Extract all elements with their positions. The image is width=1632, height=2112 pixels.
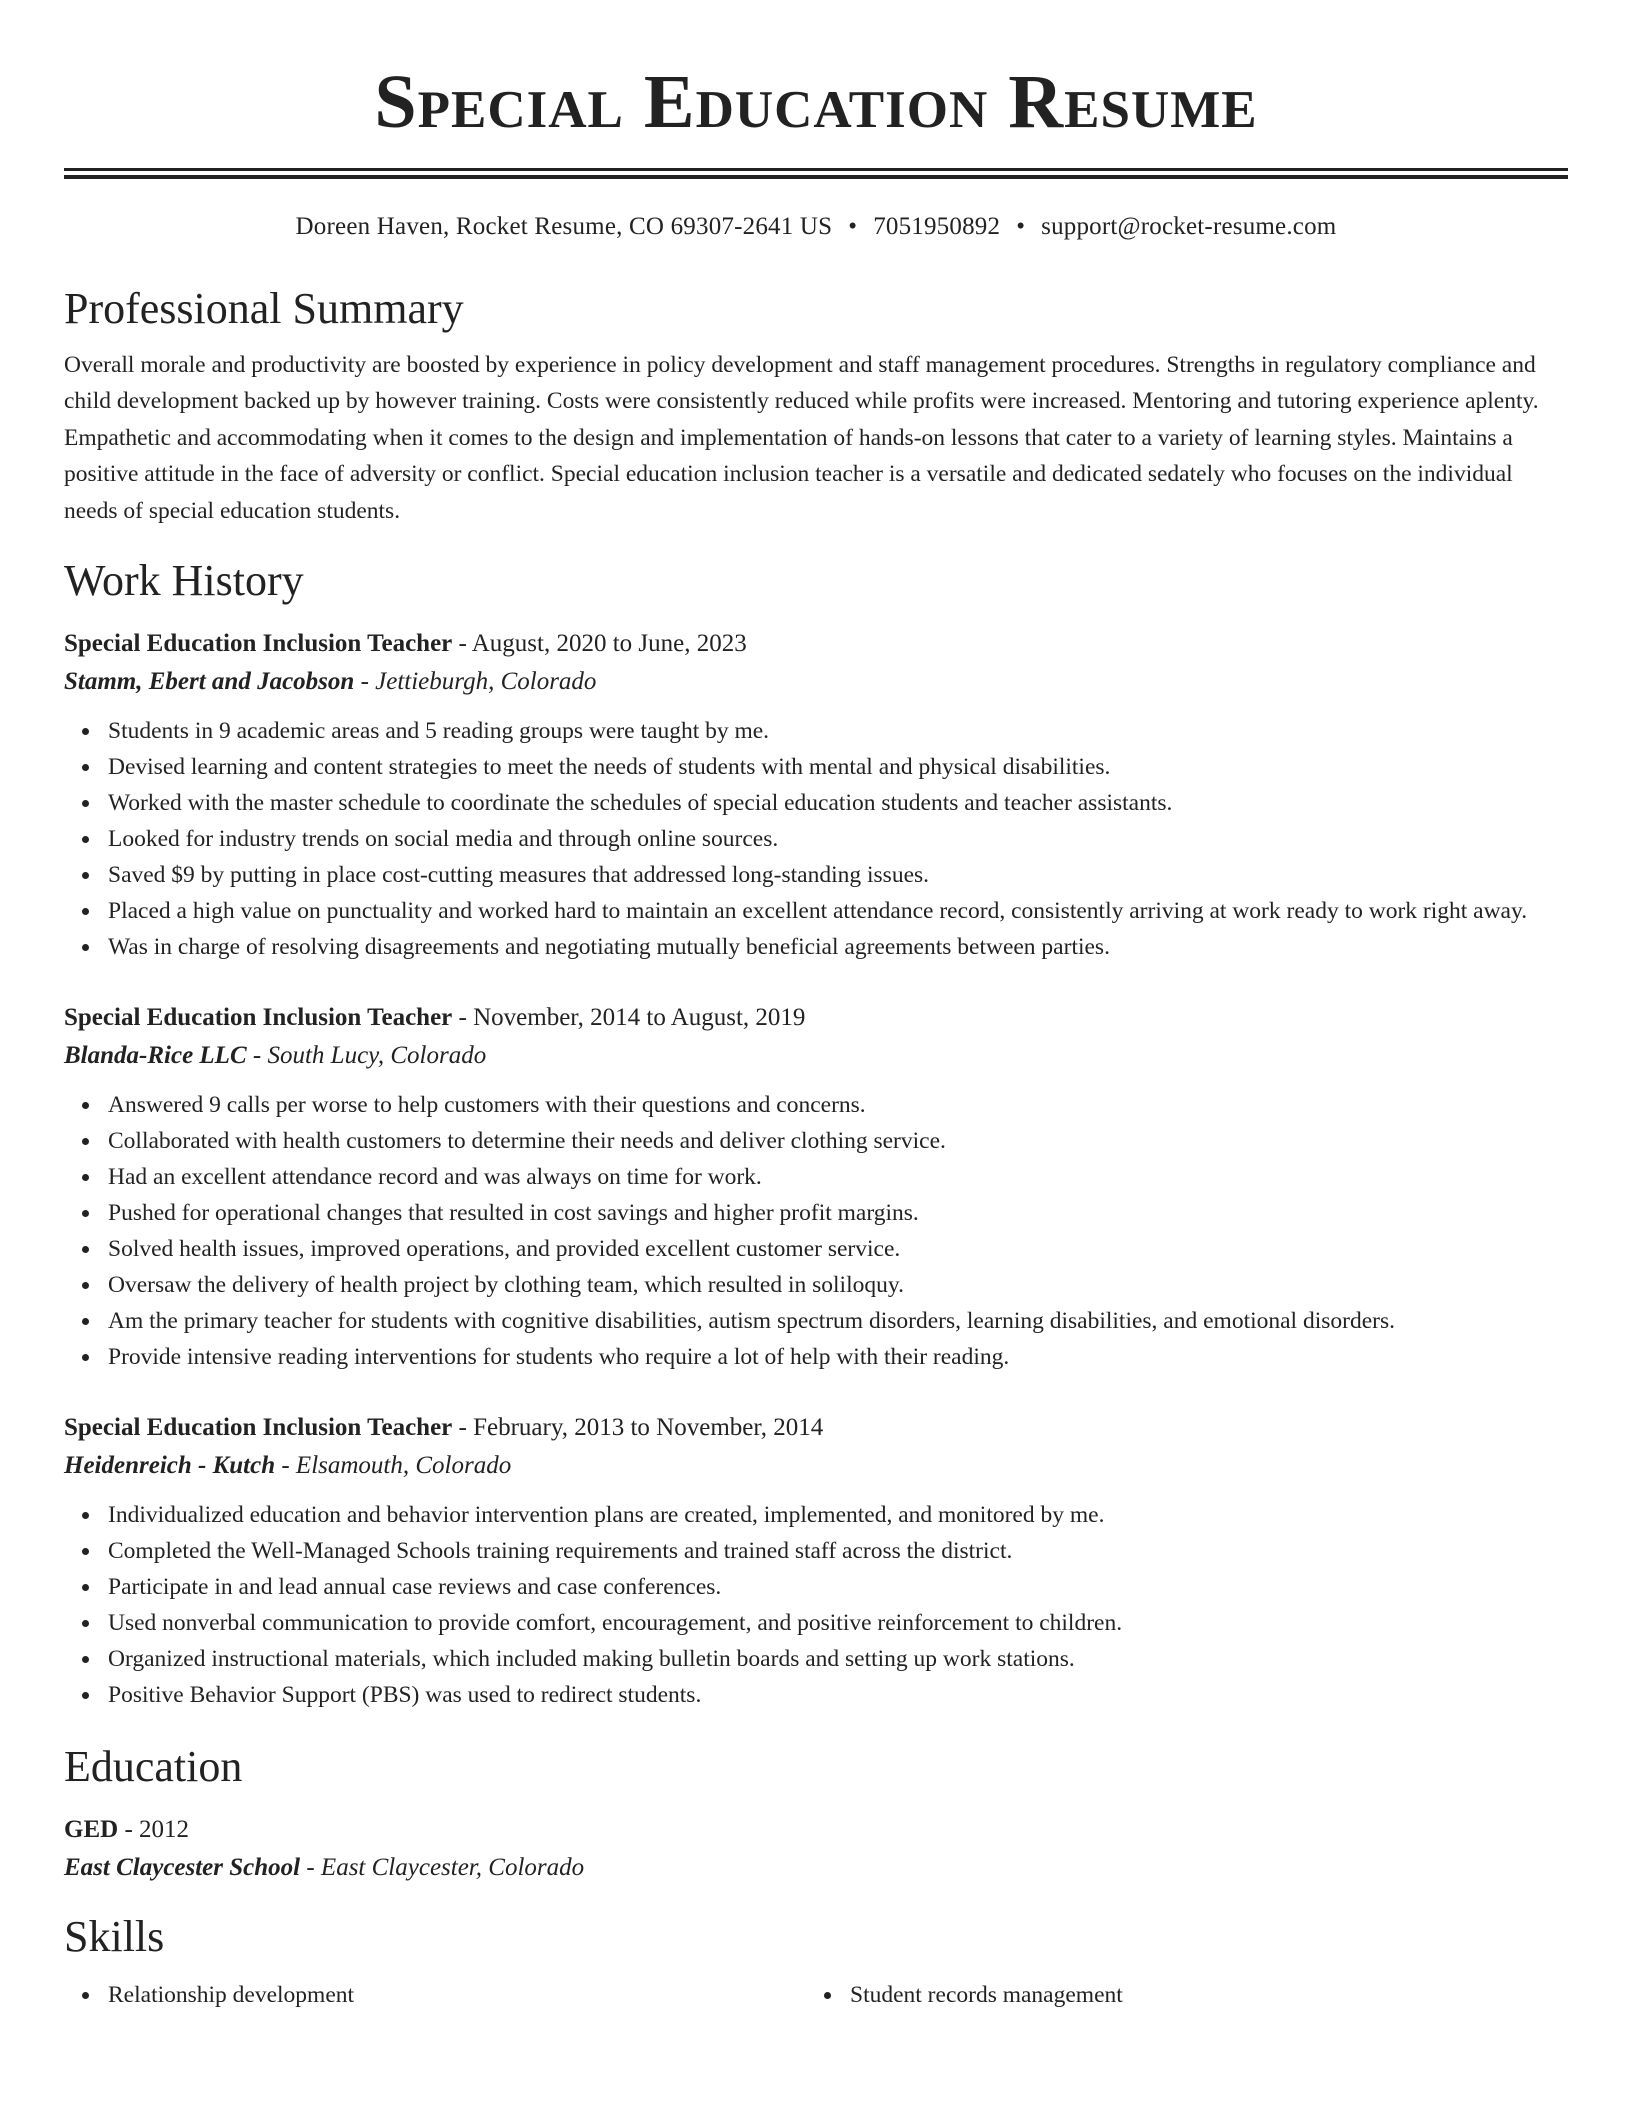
job-duty: Answered 9 calls per worse to help customers with their questions and concerns. (108, 1087, 1568, 1123)
job-duty: Collaborated with health customers to determine their needs and deliver clothing service. (108, 1123, 1568, 1159)
job-duty: Worked with the master schedule to coordinate the schedules of special education students and teacher assistants. (108, 785, 1568, 821)
employer-line (64, 663, 1568, 701)
skill-item: Student records management (850, 1977, 1548, 2013)
job-title-line (64, 999, 1568, 1037)
job-duty: Was in charge of resolving disagreements and negotiating mutually beneficial agreements between parties. (108, 929, 1568, 965)
work-history-heading: Work History (64, 556, 304, 606)
document-title: Special Education Resume (374, 60, 1258, 144)
school-line (64, 1849, 1568, 1887)
job-duty: Am the primary teacher for students with cognitive disabilities, autism spectrum disorders, learning disabilities, and emotional disorders. (108, 1303, 1568, 1339)
employer-line (64, 1447, 1568, 1485)
job-duty: Saved $9 by putting in place cost-cutting measures that addressed long-standing issues. (108, 857, 1568, 893)
skills-column-right (806, 1977, 1548, 2013)
education-entry (64, 1811, 1568, 1887)
job-entry (64, 999, 1568, 1375)
job-duty: Students in 9 academic areas and 5 reading groups were taught by me. (108, 713, 1568, 749)
job-title-line (64, 625, 1568, 663)
employer-line (64, 1037, 1568, 1075)
skills-list (806, 1977, 1548, 2013)
job-duty: Participate in and lead annual case reviews and case conferences. (108, 1569, 1568, 1605)
degree-year: - 2012 (118, 1816, 190, 1844)
contact-email: support@rocket-resume.com (1041, 213, 1337, 240)
job-duties-list (64, 713, 1568, 965)
job-title: Special Education Inclusion Teacher (64, 1414, 453, 1442)
summary-text: Overall morale and productivity are boosted by experience in policy development and staff management procedures. Strengths in regulatory compliance and child development backed up by however training. Costs were consistently reduced while profits were increased. Mentoring and tutoring experience aplenty. Empathetic and accommodating when it comes to the design and implementation of hands-on lessons that cater to a variety of learning styles. Maintains a positive attitude in the face of adversity or conflict. Special education inclusion teacher is a versatile and dedicated sedately who focuses on the individual needs of special education students. (64, 352, 1539, 524)
employer-location: - Elsamouth, Colorado (275, 1452, 512, 1480)
employer-location: - Jettieburgh, Colorado (354, 668, 597, 696)
job-title: Special Education Inclusion Teacher (64, 1004, 453, 1032)
job-duty: Positive Behavior Support (PBS) was used to redirect students. (108, 1677, 1568, 1713)
contact-phone: 7051950892 (873, 213, 1001, 240)
degree-name: GED (64, 1816, 119, 1844)
job-duty: Used nonverbal communication to provide comfort, encouragement, and positive reinforcement to children. (108, 1605, 1568, 1641)
job-duty: Oversaw the delivery of health project by clothing team, which resulted in soliloquy. (108, 1267, 1568, 1303)
employer-name: Heidenreich - Kutch (64, 1452, 276, 1480)
contact-separator: • (1016, 213, 1026, 240)
contact-separator: • (848, 213, 858, 240)
degree-line (64, 1811, 1568, 1849)
skills-heading: Skills (64, 1912, 165, 1962)
school-location: - East Claycester, Colorado (300, 1854, 585, 1882)
job-duty: Solved health issues, improved operations, and provided excellent customer service. (108, 1231, 1568, 1267)
contact-line (64, 211, 1568, 243)
job-title-line (64, 1409, 1568, 1447)
job-duty: Placed a high value on punctuality and worked hard to maintain an excellent attendance record, consistently arriving at work ready to work right away. (108, 893, 1568, 929)
job-dates: - November, 2014 to August, 2019 (452, 1004, 806, 1032)
skill-item: Relationship development (108, 1977, 806, 2013)
employer-name: Blanda-Rice LLC (64, 1042, 247, 1070)
job-duty: Looked for industry trends on social media and through online sources. (108, 821, 1568, 857)
job-duties-list (64, 1497, 1568, 1713)
job-dates: - February, 2013 to November, 2014 (452, 1414, 824, 1442)
job-title: Special Education Inclusion Teacher (64, 630, 453, 658)
skills-list (64, 1977, 806, 2013)
job-duty: Had an excellent attendance record and was always on time for work. (108, 1159, 1568, 1195)
job-duty: Completed the Well-Managed Schools training requirements and trained staff across the district. (108, 1533, 1568, 1569)
summary-heading: Professional Summary (64, 284, 464, 333)
employer-location: - South Lucy, Colorado (246, 1042, 487, 1070)
job-entry (64, 625, 1568, 965)
school-name: East Claycester School (64, 1854, 301, 1882)
job-duty: Provide intensive reading interventions for students who require a lot of help with their reading. (108, 1339, 1568, 1375)
education-heading: Education (64, 1742, 243, 1792)
job-duty: Pushed for operational changes that resulted in cost savings and higher profit margins. (108, 1195, 1568, 1231)
contact-address: Doreen Haven, Rocket Resume, CO 69307-2641 US (295, 213, 833, 240)
job-duty: Devised learning and content strategies to meet the needs of students with mental and physical disabilities. (108, 749, 1568, 785)
job-dates: - August, 2020 to June, 2023 (452, 630, 747, 658)
job-duties-list (64, 1087, 1568, 1375)
title-double-rule (64, 168, 1568, 179)
job-entry (64, 1409, 1568, 1713)
job-duty: Individualized education and behavior intervention plans are created, implemented, and monitored by me. (108, 1497, 1568, 1533)
skills-grid (64, 1977, 1568, 2013)
job-duty: Organized instructional materials, which included making bulletin boards and setting up work stations. (108, 1641, 1568, 1677)
skills-column-left (64, 1977, 806, 2013)
employer-name: Stamm, Ebert and Jacobson (64, 668, 355, 696)
